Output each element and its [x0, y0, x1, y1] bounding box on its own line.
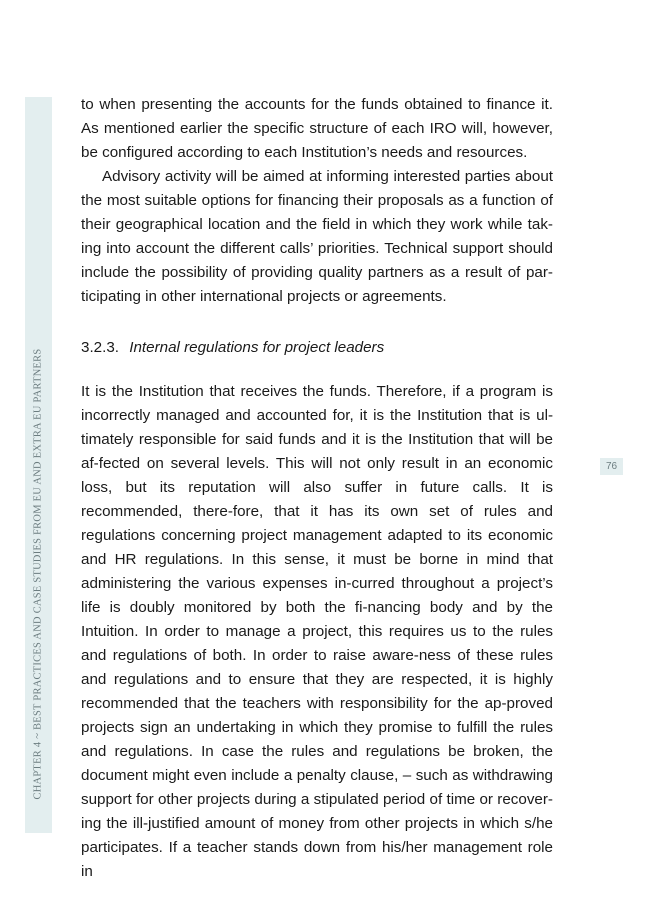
- chapter-running-title: CHAPTER 4 ~ BEST PRACTICES AND CASE STUDIES FROM EU AND EXTRA EU PARTNERS: [32, 348, 44, 800]
- body-paragraph-2: Advisory activity will be aimed at informing interested parties about the most suitable options for financing their proposals as a function of their geographical location and the field in which they work while tak-ing into account the different calls’ priorities. Technical support should include the possibility of providing quality partners as a result of par-ticipating in other international projects or agreements.: [81, 168, 553, 305]
- section-heading: [81, 336, 553, 360]
- page-number: 76: [600, 458, 623, 475]
- page-body: [81, 93, 553, 884]
- body-paragraph-1: to when presenting the accounts for the funds obtained to finance it. As mentioned earlier the specific structure of each IRO will, however, be configured according to each Institution’s needs and resources.: [81, 96, 553, 161]
- section-number: 3.2.3.: [81, 339, 119, 356]
- section-title: Internal regulations for project leaders: [129, 339, 385, 356]
- body-paragraph-3: It is the Institution that receives the funds. Therefore, if a program is incorrectly managed and accounted for, it is the Institution that is ul-timately responsible for said funds and it is the Institution that will be af-fected on several levels. This will not only result in an economic loss, but its reputation will also suffer in future calls. It is recommended, there-fore, that it has its own set of rules and regulations concerning project management adapted to its economic and HR regulations. In this sense, it must be borne in mind that administering the various expenses in-curred throughout a project’s life is doubly monitored by both the fi-nancing body and by the Intuition. In order to manage a project, this requires us to the rules and regulations of both. In order to raise aware-ness of these rules and regulations and to ensure that they are respected, it is highly recommended that the teachers with responsibility for the ap-proved projects sign an undertaking in which they promise to fulfill the rules and regulations. In case the rules and regulations be broken, the document might even include a penalty clause, – such as withdrawing support for other projects during a stipulated period of time or recover-ing the ill-justified amount of money from other projects in which s/he participates. If a teacher stands down from his/her management role in: [81, 383, 553, 880]
